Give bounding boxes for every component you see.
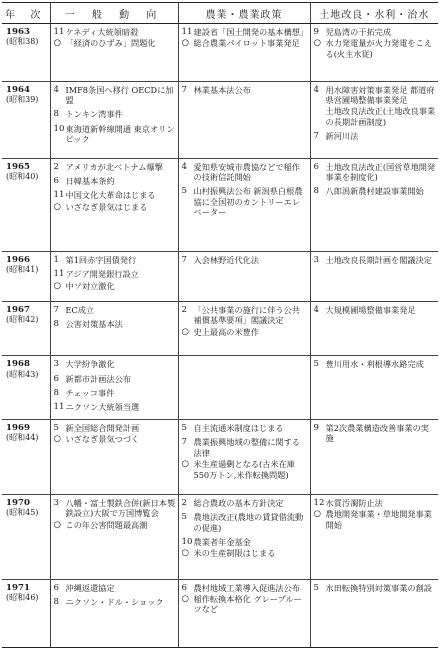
event-text: 沖縄返還協定: [65, 582, 115, 593]
event-text: 「経済のひずみ」問題化: [65, 38, 156, 49]
event-text: アジア開発銀行設立: [65, 269, 139, 280]
event-month: 4: [53, 84, 59, 95]
table-body: [2, 24, 438, 648]
event-text: ケネディ大統領暗殺: [65, 27, 139, 37]
event-month: 8: [53, 596, 59, 607]
event-entry: [54, 281, 176, 291]
year-number: 1964: [6, 84, 30, 95]
event-entry: [314, 131, 437, 141]
event-text: 稲作転換本格化 グレープルーツなど: [193, 593, 302, 615]
event-month: 11: [53, 269, 65, 280]
year-cell: [2, 81, 50, 158]
event-text: チェッコ事件: [65, 388, 115, 399]
event-text: 愛知県安城市農協などで稲作の技術信託開始: [193, 161, 300, 183]
event-month: 5: [313, 582, 319, 593]
event-text: 第2次農業構造改善事業の実施: [325, 422, 429, 444]
general-cell: [50, 158, 178, 251]
event-text: 土地改良法改正(土地改良事業の長期計画制度): [325, 106, 436, 127]
header-row: [2, 3, 438, 24]
event-month: 6: [181, 582, 187, 593]
event-month: 11: [53, 27, 65, 37]
event-month: 11: [53, 402, 65, 413]
event-text: 新全国総合開発計画: [65, 422, 140, 433]
land-cell: [310, 252, 438, 302]
event-entry: [54, 374, 176, 384]
event-entry: [54, 583, 176, 593]
event-text: いざなぎ景気はじまる: [65, 201, 148, 212]
event-month: 7: [181, 84, 187, 95]
event-entry: [182, 186, 308, 217]
event-text: 第1回赤字国債発行: [65, 255, 137, 266]
agri-cell: [178, 419, 310, 494]
event-month: ○: [53, 519, 61, 530]
event-month: 5: [181, 422, 187, 433]
event-text: 用水障害対策事業発足 都道府県営圃場整備事業発足: [325, 84, 435, 105]
event-month: 2: [53, 161, 59, 172]
event-month: 4: [181, 161, 187, 172]
agri-cell: [178, 252, 310, 302]
event-month: 5: [181, 512, 187, 523]
era-label: (昭和41): [6, 265, 39, 275]
general-cell: [50, 81, 178, 158]
event-month: 5: [53, 422, 59, 433]
header-agri: 農業・農業政策: [178, 3, 310, 24]
event-month: 7: [181, 437, 187, 448]
event-text: 八幡・富士製鉄合併(新日本製鉄設立)大阪で万国博覧会: [65, 497, 176, 519]
event-text: 山村振興法公布 新潟県白根農協に全国初のカントリーエレベーター: [193, 186, 303, 218]
event-text: 日韓基本条約: [65, 176, 115, 187]
event-month: ○: [53, 434, 61, 445]
event-text: 米の生産制限はじまる: [193, 548, 276, 559]
event-text: 水質汚濁防止法: [325, 497, 383, 508]
agri-cell: [178, 24, 310, 82]
event-month: 10: [53, 123, 65, 134]
event-entry: [182, 38, 308, 48]
event-month: ○: [181, 548, 189, 559]
event-entry: [182, 162, 308, 183]
event-month: 3: [53, 497, 59, 508]
year-number: 1968: [6, 359, 30, 370]
event-entry: [54, 109, 176, 119]
event-entry: [182, 537, 308, 547]
general-cell: [50, 301, 178, 355]
event-entry: [314, 85, 437, 106]
event-text: 新河川法: [325, 131, 359, 142]
event-entry: [54, 319, 176, 329]
event-text: 農地法改正(農地の賃貸借流動の促進): [193, 512, 304, 533]
event-entry: [182, 498, 308, 508]
event-text: EC成立: [65, 304, 95, 315]
year-cell: [2, 419, 50, 494]
event-entry: [54, 388, 176, 398]
event-entry: [54, 190, 176, 200]
year-number: 1963: [6, 27, 30, 37]
event-text: 土地改良長期計画を閣議決定: [325, 255, 432, 266]
event-entry: [54, 162, 176, 172]
event-entry: [54, 520, 176, 530]
event-month: 7: [181, 255, 187, 266]
event-month: 8: [53, 319, 59, 330]
event-entry: [314, 255, 437, 265]
era-label: (昭和44): [6, 433, 39, 443]
table-row: [2, 356, 438, 420]
event-text: 農業振興地域の整備に関する法律: [193, 437, 300, 458]
agri-cell: [178, 494, 310, 579]
event-text: 豊川用水・利根導水路完成: [325, 359, 424, 370]
event-entry: [182, 512, 308, 533]
event-text: 林業基本法公布: [193, 84, 251, 95]
year-number: 1969: [6, 422, 30, 433]
event-entry: [54, 597, 176, 607]
event-month: 8: [313, 186, 319, 197]
event-text: 公害対策基本法: [65, 319, 123, 330]
event-entry: [314, 38, 437, 59]
event-entry: [54, 255, 176, 265]
era-label: (昭和39): [6, 94, 39, 104]
event-text: アメリカが北ベトナム爆撃: [65, 161, 163, 172]
general-cell: [50, 419, 178, 494]
year-cell: [2, 356, 50, 420]
agri-cell: [178, 356, 310, 420]
event-text: 水力発電量が火力発電をこえる(火主水従): [325, 38, 432, 59]
event-text: トンキン湾事件: [65, 109, 123, 120]
event-entry: [182, 548, 308, 558]
event-entry: [54, 434, 176, 444]
event-month: 6: [313, 161, 319, 172]
event-entry: [314, 583, 437, 593]
event-entry: [54, 176, 176, 186]
event-text: 農業者年金基金: [193, 537, 251, 548]
header-year: 年 次: [2, 3, 50, 24]
event-month: ○: [181, 459, 189, 470]
event-month: 3: [53, 359, 59, 370]
year-number: 1966: [6, 255, 30, 266]
year-cell: [2, 494, 50, 579]
header-land: 土地改良・水利・治水: [310, 3, 438, 24]
agri-cell: [178, 158, 310, 251]
event-text: 大学紛争激化: [65, 359, 115, 370]
event-month: 8: [53, 109, 59, 120]
land-cell: [310, 158, 438, 251]
table-row: [2, 24, 438, 82]
event-month: 3: [313, 255, 319, 266]
era-label: (昭和40): [6, 172, 39, 182]
era-label: (昭和38): [6, 37, 39, 47]
event-text: ニクソン大統領当選: [65, 402, 140, 413]
year-number: 1971: [6, 582, 30, 593]
event-entry: [54, 85, 176, 106]
event-month: 6: [53, 373, 59, 384]
event-text: 新都市計画法公布: [65, 373, 132, 384]
era-label: (昭和46): [6, 592, 39, 602]
event-entry: [54, 305, 176, 315]
event-entry: [182, 255, 308, 265]
event-text: 八郎潟新農村建設事業開始: [325, 186, 424, 197]
event-text: 米生産過剰となる(古米在庫550万トン,米作転換問題): [193, 459, 295, 480]
year-cell: [2, 301, 50, 355]
event-entry: [54, 402, 176, 412]
event-month: 5: [181, 186, 187, 197]
event-text: 総合農政の基本方針決定: [193, 497, 284, 508]
table-row: [2, 158, 438, 251]
event-text: 農村地域工業導入促進法公布: [193, 582, 300, 593]
event-entry: [182, 459, 308, 480]
event-month: ○: [313, 509, 321, 520]
event-month: ○: [53, 38, 61, 49]
event-entry: [314, 509, 437, 530]
event-month: 2: [181, 304, 187, 315]
event-month: [314, 106, 326, 127]
event-text: 自主流通米制度はじまる: [193, 422, 284, 433]
general-cell: [50, 24, 178, 82]
era-label: (昭和42): [6, 315, 39, 325]
table-row: [2, 419, 438, 494]
year-number: 1967: [6, 304, 30, 315]
event-text: 児島湾の干拓完成: [325, 27, 392, 37]
event-entry: [182, 27, 308, 37]
event-text: いざなぎ景気つづく: [65, 434, 140, 445]
event-month: 6: [53, 582, 59, 593]
table-row: [2, 252, 438, 302]
year-cell: [2, 158, 50, 251]
event-month: 5: [313, 359, 319, 370]
event-month: 2: [181, 497, 187, 508]
event-entry: [314, 27, 437, 37]
event-entry: [314, 498, 437, 508]
event-entry: [54, 124, 176, 145]
table-row: [2, 81, 438, 158]
event-month: 1: [53, 255, 59, 266]
event-month: 9: [313, 422, 319, 433]
event-entry: [182, 305, 308, 326]
event-text: 東海道新幹線開通 東京オリンピック: [65, 123, 175, 145]
event-entry: [182, 594, 308, 615]
event-entry: [314, 423, 437, 444]
general-cell: [50, 356, 178, 420]
event-month: 9: [313, 27, 319, 37]
land-cell: [310, 81, 438, 158]
table-row: [2, 579, 438, 648]
event-month: ○: [181, 38, 189, 49]
event-month: 6: [53, 176, 59, 187]
year-number: 1970: [6, 497, 30, 508]
event-text: 入会林野近代化法: [193, 255, 260, 266]
event-month: 8: [53, 388, 59, 399]
year-cell: [2, 579, 50, 648]
event-text: 中国文化大革命はじまる: [65, 190, 156, 201]
event-entry: [182, 583, 308, 593]
event-month: ○: [181, 326, 189, 337]
header-general: 一 般 動 向: [50, 3, 178, 24]
event-entry: [54, 359, 176, 369]
event-entry: [54, 269, 176, 279]
event-month: 12: [313, 497, 325, 508]
land-cell: [310, 419, 438, 494]
event-text: 水田転換特別対策事業の創設: [325, 582, 432, 593]
event-month: ○: [53, 280, 61, 291]
event-entry: [54, 498, 176, 519]
event-month: 10: [181, 537, 193, 548]
general-cell: [50, 494, 178, 579]
event-text: 史上最高の米豊作: [193, 326, 260, 337]
event-entry: [314, 106, 437, 127]
agri-cell: [178, 301, 310, 355]
land-cell: [310, 301, 438, 355]
era-label: (昭和45): [6, 508, 39, 518]
event-entry: [314, 305, 437, 315]
year-cell: [2, 252, 50, 302]
event-month: 4: [313, 304, 319, 315]
event-text: IMF8条国へ移行 OECDに加盟: [65, 84, 174, 105]
event-entry: [182, 423, 308, 433]
event-entry: [54, 38, 176, 48]
event-month: ○: [313, 38, 321, 49]
general-cell: [50, 579, 178, 648]
land-cell: [310, 356, 438, 420]
event-entry: [314, 186, 437, 196]
table-row: [2, 494, 438, 579]
land-cell: [310, 494, 438, 579]
event-month: 4: [313, 84, 319, 95]
table-row: [2, 301, 438, 355]
event-text: この年公害問題最高潮: [65, 519, 148, 530]
event-month: ○: [181, 593, 189, 604]
event-month: 7: [313, 131, 319, 142]
event-entry: [54, 27, 176, 37]
year-number: 1965: [6, 161, 30, 172]
event-entry: [314, 359, 437, 369]
event-text: 建設省「国土開発の基本構想」: [193, 27, 309, 37]
era-label: (昭和43): [6, 369, 39, 379]
event-entry: [314, 162, 437, 183]
land-cell: [310, 24, 438, 82]
event-text: 「公共事業の施行に伴う公共補償基準要項」閣議決定: [193, 304, 300, 326]
event-text: 大規模圃場整備事業発足: [325, 304, 416, 315]
event-text: 中ソ対立激化: [65, 280, 115, 291]
general-cell: [50, 252, 178, 302]
event-entry: [182, 327, 308, 337]
agri-cell: [178, 81, 310, 158]
event-entry: [182, 437, 308, 458]
year-cell: [2, 24, 50, 82]
event-month: 11: [53, 190, 65, 201]
event-text: 総合農業パイロット事業発足: [193, 38, 300, 49]
event-text: ニクソン・ドル・ショック: [65, 596, 164, 607]
event-month: ○: [53, 201, 61, 212]
chronology-table: [2, 2, 438, 648]
event-entry: [54, 423, 176, 433]
event-entry: [54, 202, 176, 212]
event-text: 土地改良法改正(国営草地開発事業を制度化): [325, 161, 436, 183]
agri-cell: [178, 579, 310, 648]
event-month: 7: [53, 304, 59, 315]
event-entry: [182, 85, 308, 95]
event-month: 11: [181, 27, 193, 37]
land-cell: [310, 579, 438, 648]
event-text: 農地開発事業・草地開発事業開始: [325, 509, 432, 530]
